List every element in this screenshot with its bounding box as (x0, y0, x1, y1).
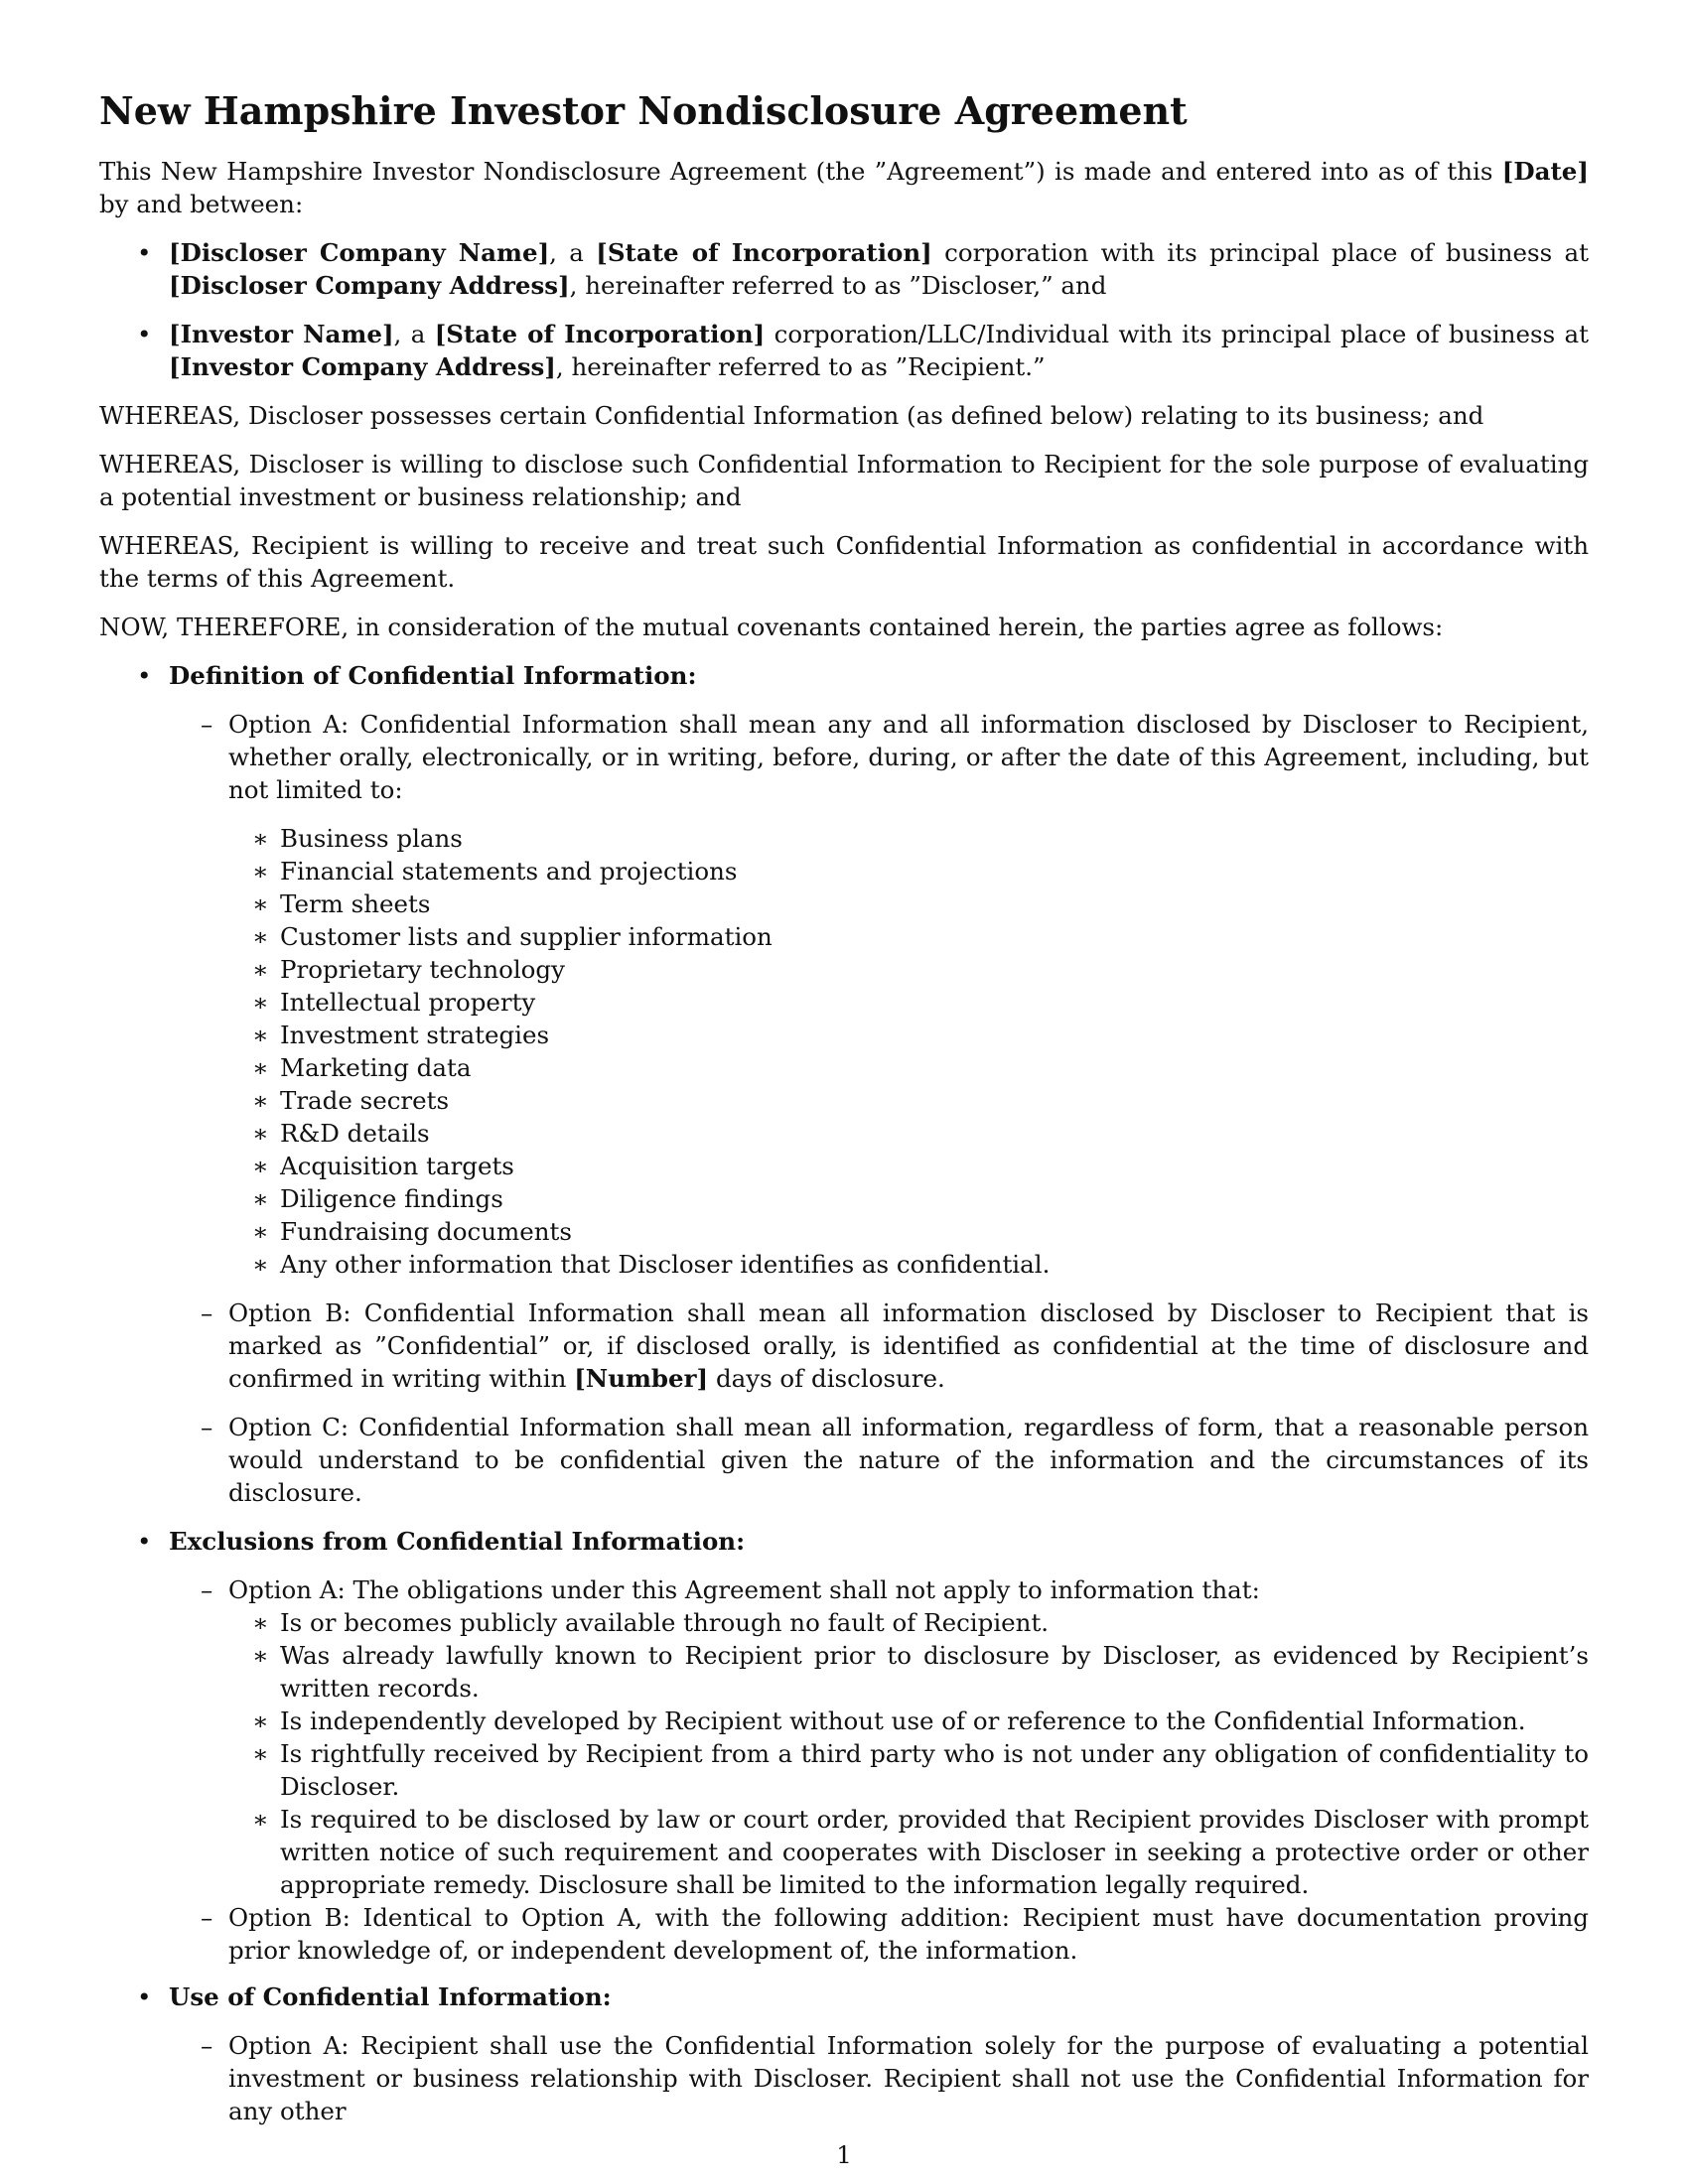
number-placeholder: [Number] (574, 1364, 709, 1393)
options-list (169, 708, 1589, 1509)
option-a: – Option A: The obligations under this Agreement shall not apply to information that: ∗ Is or becomes publicly available through no fault of Recipient. ∗ Was already lawfully known to Recipient prior to disclosure by Discloser, as evidenced by Recipient’s written records. ∗ Is independently developed by Recipient without use of or reference to the Confidential Information. ∗ Is rightfully received by Recipient from a third party who is not under any obligation of confidentiality to Discloser. ∗ Is required to be disclosed by law or court order, provided that Recipient provides Discloser with prompt written notice of such requirement and cooperates with Discloser in seeking a protective order or other appropriate remedy. Disclosure shall be limited to the information legally required. (169, 1573, 1589, 1901)
list-item: ∗ Is rightfully received by Recipient from a third party who is not under any obligation of confidentiality to Discloser. (228, 1737, 1589, 1803)
list-item: ∗ Is independently developed by Recipient without use of or reference to the Confidential Information. (228, 1705, 1589, 1737)
recital-paragraph: WHEREAS, Discloser is willing to disclose such Confidential Information to Recipient for the sole purpose of evaluating a potential investment or business relationship; and (99, 450, 1589, 511)
list-item: ∗ Fundraising documents (228, 1215, 1589, 1248)
list-item: ∗ Intellectual property (228, 986, 1589, 1019)
list-item: ∗ Investment strategies (228, 1019, 1589, 1051)
page-number: 1 (836, 2140, 852, 2169)
section-heading: • Use of Confidential Information: (169, 1982, 612, 2011)
option-a: – Option A: Confidential Information shall mean any and all information disclosed by Discloser to Recipient, whether orally, electronically, or in writing, before, during, or after the date of this Agreement, including, but not limited to: ∗ Business plans ∗ Financial statements and projections ∗ Term sheets ∗ Customer lists and supplier information ∗ Proprietary technology ∗ Intellectual property ∗ Investment strategies ∗ Marketing data ∗ Trade secrets ∗ R&D details ∗ Acquisition targets ∗ Diligence findings ∗ Fundraising documents ∗ Any other information that Discloser identifies as confidential. (169, 708, 1589, 1281)
list-item: ∗ Financial statements and projections (228, 855, 1589, 887)
list-item: ∗ Any other information that Discloser identifies as confidential. (228, 1248, 1589, 1281)
parties-list (99, 236, 1589, 383)
list-item: ∗ Diligence findings (228, 1182, 1589, 1215)
document-page (99, 87, 1589, 2143)
option-b: – Option B: Identical to Option A, with the following addition: Recipient must have documentation proving prior knowledge of, or independent development of, the information. (169, 1901, 1589, 1967)
list-item: ∗ Term sheets (228, 887, 1589, 920)
list-item: ∗ Is required to be disclosed by law or court order, provided that Recipient provides Discloser with prompt written notice of such requirement and cooperates with Discloser in seeking a protective order or other appropriate remedy. Disclosure shall be limited to the information legally required. (228, 1803, 1589, 1901)
section-heading: • Exclusions from Confidential Information: (169, 1527, 746, 1556)
list-item: ∗ Proprietary technology (228, 953, 1589, 986)
option-b: – Option B: Confidential Information shall mean all information disclosed by Discloser to Recipient that is marked as ”Confidential” or, if disclosed orally, is identified as confidential at the time of disclosure and confirmed in writing within [Number] days of disclosure. (169, 1297, 1589, 1395)
option-a: – Option A: Recipient shall use the Confidential Information solely for the purpose of evaluating a potential investment or business relationship with Discloser. Recipient shall not use the Confidential Information for any other (169, 2029, 1589, 2127)
section-exclusions (99, 1525, 1589, 1967)
intro-paragraph: This New Hampshire Investor Nondisclosure Agreement (the ”Agreement”) is made and entered into as of this [Date] by and between: (99, 157, 1589, 218)
sections-list (99, 659, 1589, 2127)
section-use (99, 1980, 1589, 2127)
option-c: – Option C: Confidential Information shall mean all information, regardless of form, that a reasonable person would understand to be confidential given the nature of the information and the circumstances of its disclosure. (169, 1411, 1589, 1509)
definition-items-list (228, 822, 1589, 1281)
date-placeholder: [Date] (1501, 157, 1589, 186)
document-title: New Hampshire Investor Nondisclosure Agreement (99, 88, 1188, 133)
list-item: ∗ Marketing data (228, 1051, 1589, 1084)
section-definition (99, 659, 1589, 1509)
list-item: ∗ Business plans (228, 822, 1589, 855)
recital-paragraph: WHEREAS, Discloser possesses certain Confidential Information (as defined below) relating to its business; and (99, 401, 1484, 430)
party-recipient: • [Investor Name], a [State of Incorporation] corporation/LLC/Individual with its principal place of business at [Investor Company Address], hereinafter referred to as ”Recipient.” (99, 318, 1589, 383)
list-item: ∗ Customer lists and supplier information (228, 920, 1589, 953)
list-item: ∗ Is or becomes publicly available through no fault of Recipient. (228, 1606, 1589, 1639)
options-list (169, 2029, 1589, 2127)
list-item: ∗ Trade secrets (228, 1084, 1589, 1117)
exclusion-items-list (228, 1606, 1589, 1901)
list-item: ∗ Acquisition targets (228, 1150, 1589, 1182)
section-heading: • Definition of Confidential Information: (169, 661, 697, 690)
party-discloser: • [Discloser Company Name], a [State of Incorporation] corporation with its principal place of business at [Discloser Company Address], hereinafter referred to as ”Discloser,” and (99, 236, 1589, 302)
list-item: ∗ R&D details (228, 1117, 1589, 1150)
list-item: ∗ Was already lawfully known to Recipient prior to disclosure by Discloser, as evidenced by Recipient’s written records. (228, 1639, 1589, 1705)
agreement-clause: NOW, THEREFORE, in consideration of the mutual covenants contained herein, the parties agree as follows: (99, 613, 1444, 641)
options-list (169, 1573, 1589, 1967)
recital-paragraph: WHEREAS, Recipient is willing to receive and treat such Confidential Information as confidential in accordance with the terms of this Agreement. (99, 531, 1589, 593)
